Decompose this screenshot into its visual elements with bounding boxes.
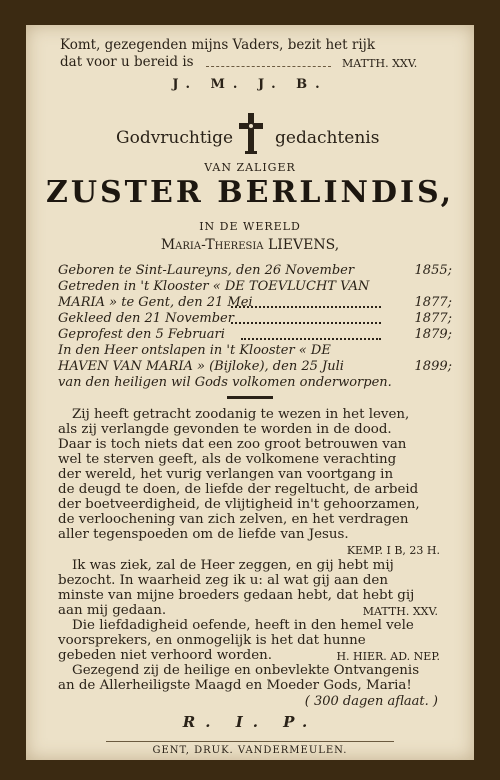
bio-year-entered: 1877; [414,295,452,310]
paragraph-line: der boetveerdigheid, de vlijtigheid in't gehoorzamen, [58,497,420,512]
quote-leader [206,66,331,67]
paragraph-line: Ik was ziek, zal de Heer zeggen, en gij hebt mij [72,558,394,573]
bio-year-born: 1855; [414,263,452,278]
reference-matth: MATTH. XXV. [362,605,438,618]
reference-kemp: KEMP. I B, 23 H. [346,544,440,557]
separator-rule [227,396,273,399]
title-word-gedachtenis: gedachtenis [275,128,380,148]
paragraph-line: Daar is toch niets dat een zoo groot betrouwen van [58,437,407,452]
subtitle-van-zaliger: VAN ZALIGER [204,161,296,174]
paragraph-line: als zij verlangde gevonden te worden in de dood. [58,422,392,437]
quote-line-2: dat voor u bereid is [60,54,194,70]
deceased-name: ZUSTER BERLINDIS, [45,175,455,210]
paragraph-line: voorsprekers, en onmogelijk is het dat hunne [58,633,366,648]
printer-imprint: GENT, DRUK. VANDERMEULEN. [152,745,348,756]
bio-line-gent: MARIA » te Gent, den 21 Mei [58,295,253,310]
paragraph-line: de deugd te doen, de liefde der regeltucht, de arbeid [58,482,419,497]
bio-line-bijloke: HAVEN VAN MARIA » (Bijloke), den 25 Juli [58,359,344,374]
secular-name: Maria-Theresia LIEVENS, [160,237,340,253]
leader-1877b [231,322,381,324]
mourning-card [26,25,474,760]
monogram: J. M. J. B. [172,77,328,92]
rip-text: R. I. P. [182,713,318,731]
bio-line-clothed: Gekleed den 21 November [58,311,234,326]
latin-cross-icon [236,111,266,155]
paragraph-line: de verloochening van zich zelven, en het verdragen [58,512,409,527]
indulgence-note: ( 300 dagen aflaat. ) [304,694,438,709]
bio-year-clothed: 1877; [414,311,452,326]
paragraph-line: aan mij gedaan. [58,603,167,618]
paragraph-line: aller tegenspoeden om de liefde van Jesus. [58,527,349,542]
printer-rule [106,741,394,742]
bio-line-professed: Geprofest den 5 Februari [58,327,225,342]
in-de-wereld-label: IN DE WERELD [199,220,301,233]
bio-line-died: In den Heer ontslapen in 't Klooster « DE [58,343,331,358]
paragraph-line: wel te sterven geeft, als de volkomene verachting [58,452,397,467]
paragraph-line: Gezegend zij de heilige en onbevlekte Ontvangenis [72,663,420,678]
paragraph-line: an de Allerheiligste Maagd en Moeder Gods, Maria! [58,678,412,693]
leader-1877a [231,306,381,308]
paragraph-line: der wereld, het vurig verlangen van voortgang in [58,467,394,482]
paragraph-line: gebeden niet verhoord worden. [58,648,273,663]
title-word-godvruchtige: Godvruchtige [116,128,234,148]
leader-1879 [241,338,381,340]
bio-line-born: Geboren te Sint-Laureyns, den 26 November [58,263,355,278]
paragraph-line: Die liefdadigheid oefende, heeft in den hemel vele [72,618,414,633]
quote-line-1: Komt, gezegenden mijns Vaders, bezit het rijk [60,37,376,53]
bio-year-died: 1899; [414,359,452,374]
quote-reference: MATTH. XXV. [342,57,418,70]
paragraph-line: Zij heeft getracht zoodanig te wezen in het leven, [72,407,410,422]
bio-line-submitted: van den heiligen wil Gods volkomen onderworpen. [58,375,392,390]
bio-line-entered: Getreden in 't Klooster « DE TOEVLUCHT VAN [58,279,370,294]
bio-year-professed: 1879; [414,327,452,342]
paragraph-line: minste van mijne broeders gedaan hebt, dat hebt gij [58,588,415,603]
reference-hier: H. HIER. AD. NEP. [336,650,440,663]
paragraph-line: bezocht. In waarheid zeg ik u: al wat gij aan den [58,573,388,588]
